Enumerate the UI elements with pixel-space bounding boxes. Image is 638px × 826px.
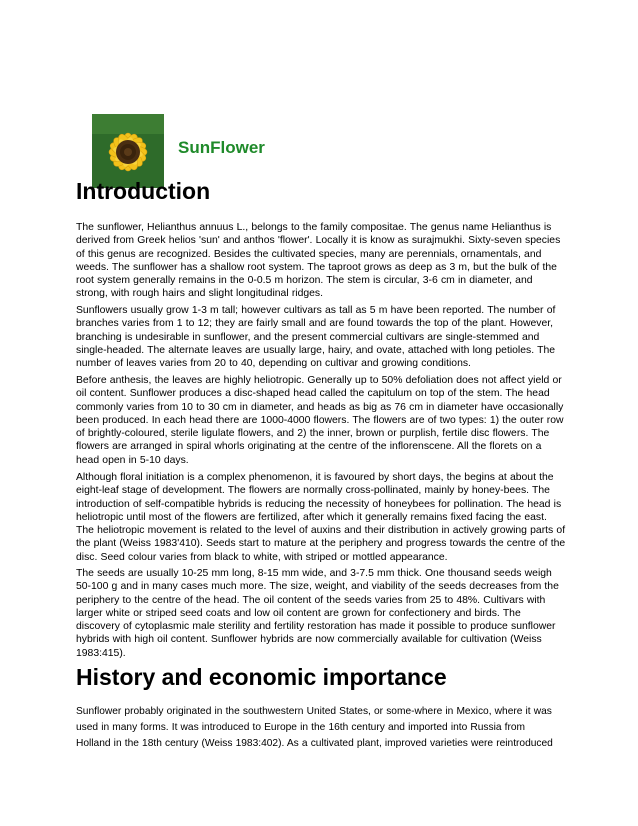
text-line: derived from Greek helios 'sun' and anthos 'flower'. Locally it is know as surajmukhi. Sixty-seven species — [76, 235, 561, 247]
text-line: 50-100 g and in many cases much more. The size, weight, and viability of the seeds decreases from the — [76, 581, 559, 593]
text-line: larger white or striped seed coats and low oil content are grown for confectionery and birds. The — [76, 607, 521, 619]
section-heading-introduction: Introduction — [76, 178, 211, 204]
text-line: periphery to the centre of the head. The oil content of the seeds varies from 25 to 48%. Cultivars with — [76, 594, 546, 606]
text-line: strong, with rough hairs and slight longitudinal ridges. — [76, 288, 324, 300]
text-line: discovery of cytoplasmic male sterility and fertility restoration has made it possible to produce sunflower — [76, 621, 556, 633]
text-line: root system generally remains in the 0-0.5 m horizon. The stem is circular, 3-6 cm in diameter, and — [76, 275, 533, 287]
section-heading-history: History and economic importance — [76, 664, 447, 690]
text-line: head open in 5-10 days. — [76, 454, 189, 466]
document-title: SunFlower — [178, 138, 265, 157]
text-line: Before anthesis, the leaves are highly heliotropic. Generally up to 50% defoliation does not affect yield or — [76, 375, 562, 386]
intro-paragraph-5 — [76, 567, 562, 660]
text-line: the plant (Weiss 1983'410). Seeds start to mature at the periphery and progress towards the centre of the — [76, 538, 566, 550]
intro-paragraph-4 — [76, 471, 566, 564]
intro-paragraph-3 — [76, 374, 562, 467]
text-line: of brightly-coloured, sterile ligulate flowers, and 2) the inner, brown or purplish, fertile disc flowers. The — [76, 428, 550, 440]
text-line: branches varies from 1 to 12; they are fairly small and are found towards the top of the plant. However, — [76, 318, 553, 330]
text-line: Although floral initiation is a complex phenomenon, it is favoured by short days, the begins at about the — [76, 472, 554, 483]
text-line: disc. Seed colour varies from black to white, with striped or mottled appearance. — [76, 551, 448, 563]
text-line: flowers are arranged in spiral whorls originating at the centre of the inflorenscene. All the florets on a — [76, 441, 542, 453]
text-line: commonly varies from 10 to 30 cm in diameter, and heads as big as 76 cm in diameter have occasionally — [76, 401, 564, 413]
text-line: hybrids with high oil content. Sunflower hybrids are now commercially available for cultivation (Weiss — [76, 634, 542, 646]
text-line: eight-leaf stage of development. The flowers are normally cross-pollinated, mainly by honey-bees. The — [76, 485, 550, 497]
intro-paragraph-2 — [76, 304, 562, 370]
text-line: number of leaves varies from 20 to 40, depending on cultivar and growing conditions. — [76, 358, 471, 370]
text-line: branching is undesirable in sunflower, and the present commercial cultivars are single-stemmed and — [76, 331, 540, 343]
intro-paragraph-1 — [76, 221, 562, 301]
text-line: Holland in the 18th century (Weiss 1983:402). As a cultivated plant, improved varieties were reintroduced — [76, 738, 553, 750]
sunflower-image — [92, 114, 164, 188]
text-line: Sunflowers usually grow 1-3 m tall; however cultivars as tall as 5 m have been reported. The number of — [76, 305, 556, 316]
text-line: The sunflower, Helianthus annuus L., belongs to the family compositae. The genus name Helianthus is — [76, 222, 552, 233]
text-line: introduction of self-compatible hybrids is reducing the necessity of honeybees for pollination. The head is — [76, 498, 562, 510]
text-line: Sunflower probably originated in the southwestern United States, or some-where in Mexico, where it was — [76, 706, 552, 717]
history-paragraph — [76, 704, 562, 753]
text-line: single-headed. The alternate leaves are usually large, hairy, and ovate, attached with long petioles. The — [76, 344, 556, 356]
text-line: The seeds are usually 10-25 mm long, 8-15 mm wide, and 3-7.5 mm thick. One thousand seeds weigh — [76, 568, 552, 579]
text-line: weeds. The sunflower has a shallow root system. The taproot grows as deep as 3 m, but the bulk of the — [76, 261, 557, 273]
text-line: oil content. Sunflower produces a disc-shaped head called the capitulum on top of the stem. The head — [76, 388, 550, 400]
text-line: of this genus are recognized. Besides the cultivated species, many are perennials, ornamentals, and — [76, 248, 542, 260]
text-line: heliotropic until most of the flowers are fertilized, after which it generally remains fixed facing the east. — [76, 511, 547, 523]
text-line: The heliotropic movement is related to the level of auxins and their distribution in actively growing parts of — [76, 525, 566, 537]
text-line: used in many forms. It was introduced to Europe in the 16th century and imported into Russia from — [76, 722, 526, 734]
text-line: 1983:415). — [76, 647, 126, 659]
text-line: been produced. In each head there are 1000-4000 flowers. The flowers are of two types: 1) the outer row — [76, 414, 564, 426]
